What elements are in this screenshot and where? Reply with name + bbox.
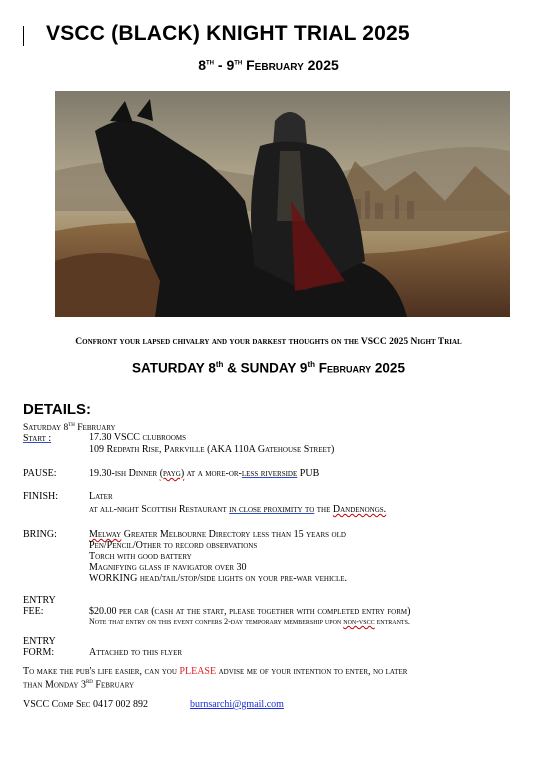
bring-item-magnifier: Magnifying glass if navigator over 30 (89, 562, 247, 573)
black-knight-illustration-icon (55, 91, 510, 317)
finish-where: at all-night Scottish Restaurant in close proximity to the Dandenongs. (89, 504, 387, 515)
bring-label: BRING: (23, 529, 57, 540)
bring-item-lights: WORKING head/tail/stop/side lights on your pre-war vehicle. (89, 573, 348, 584)
entry-form-label-line1: ENTRY (23, 636, 56, 647)
fee-amount: $20.00 per car (cash at the start, please together with completed entry form) (89, 606, 411, 617)
details-heading: DETAILS: (23, 401, 92, 418)
pause-text: 19.30-ish Dinner (payg) at a more-or-less riverside PUB (89, 468, 320, 479)
bring-item-torch: Torch with good battery (89, 551, 192, 562)
bring-item-pen: Pen/Pencil/Other to record observations (89, 540, 258, 551)
entry-fee-label-line2: FEE: (23, 606, 44, 617)
advise-line-2: than Monday 3rd February (23, 677, 135, 691)
entry-fee-label-line1: ENTRY (23, 595, 56, 606)
email-link[interactable]: burnsarchi@gmail.com (190, 699, 284, 710)
advise-line-1: To make the pub's life easier, can you PLEASE advise me of your intention to enter, no later (23, 666, 408, 677)
details-day: Saturday 8th February (23, 420, 116, 434)
text-cursor (23, 26, 24, 46)
fee-membership-note: Note that entry on this event confers 2-day temporary membership upon non-vscc entrants. (89, 617, 410, 626)
tagline: Confront your lapsed chivalry and your darkest thoughts on the VSCC 2025 Night Trial (75, 337, 462, 347)
finish-label: FINISH: (23, 491, 59, 502)
start-label: Start : (23, 433, 52, 444)
pause-label: PAUSE: (23, 468, 57, 479)
bring-item-directory: Melway Greater Melbourne Directory less than 15 years old (89, 529, 346, 540)
event-days-heading: SATURDAY 8th & SUNDAY 9th February 2025 (132, 360, 405, 376)
start-time: 17.30 VSCC clubrooms (89, 432, 187, 443)
knight-hero-image (55, 91, 510, 317)
finish-when: Later (89, 491, 113, 502)
document-title: VSCC (BLACK) KNIGHT TRIAL 2025 (46, 22, 410, 45)
event-dates: 8th - 9th February 2025 (198, 57, 339, 73)
entry-form-label-line2: FORM: (23, 647, 55, 658)
entry-form-text: Attached to this flyer (89, 647, 183, 658)
contact-line: VSCC Comp Sec 0417 002 892 (23, 699, 148, 710)
start-address: 109 Redpath Rise, Parkville (AKA 110A Gatehouse Street) (89, 444, 335, 455)
